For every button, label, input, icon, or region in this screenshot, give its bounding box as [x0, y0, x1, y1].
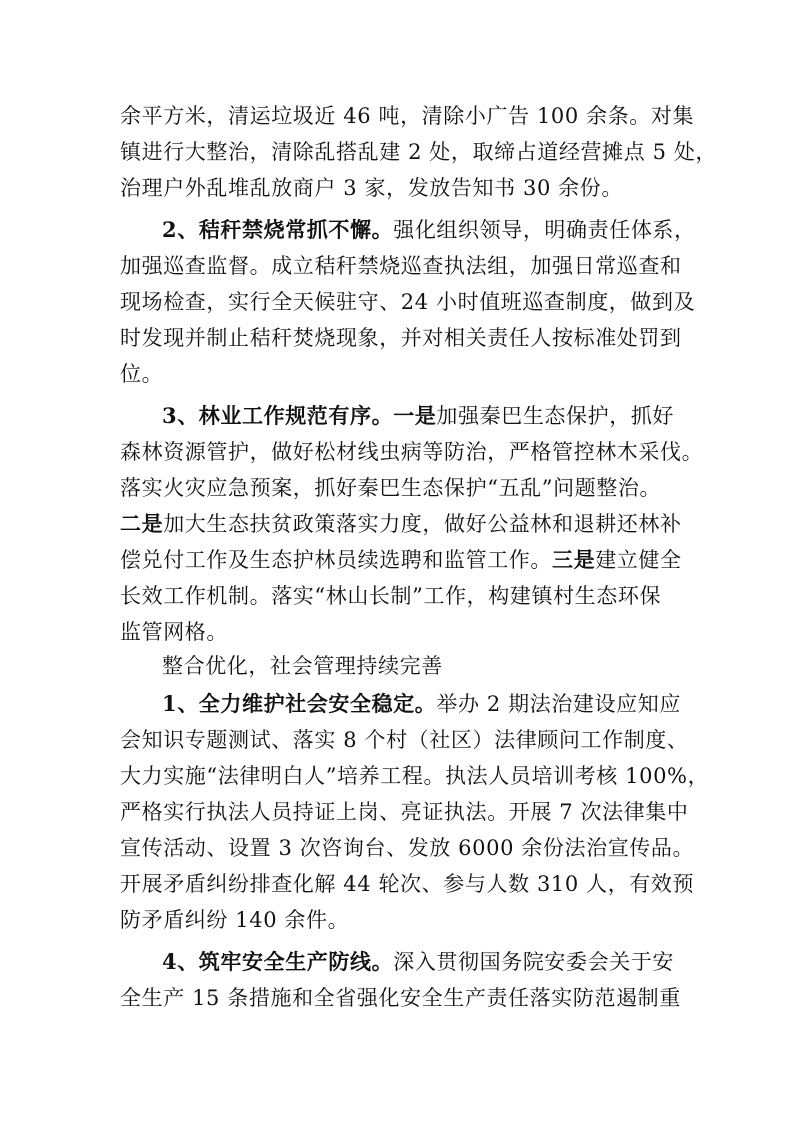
text-run: 监管网格。: [120, 620, 228, 644]
text-run: 加大生态扶贫政策落实力度，做好公益林和退耕还林补: [163, 512, 682, 536]
text-line: [120, 356, 680, 392]
text-line: [120, 542, 680, 578]
text-run: 防矛盾纠纷 140 余件。: [120, 908, 350, 932]
paragraph-heading-line: [162, 944, 680, 980]
text-line: [120, 578, 680, 614]
text-line: [120, 284, 696, 320]
paragraph-heading-line: [162, 686, 680, 722]
text-run: 强化组织领导，明确责任体系，: [393, 218, 696, 242]
text-line: [120, 722, 689, 758]
text-line: [120, 614, 680, 650]
text-run: 会知识专题测试、落实 8 个村（社区）法律顾问工作制度、: [120, 728, 689, 752]
paragraph-heading-line: [162, 212, 696, 248]
text-line: [120, 248, 680, 284]
text-run: 全生产 15 条措施和全省强化安全生产责任落实防范遏制重: [120, 986, 681, 1010]
text-line: [120, 830, 695, 866]
text-run: 长效工作机制。落实“林山长制”工作，构建镇村生态环保: [120, 584, 662, 608]
text-run: 治理户外乱堆乱放商户 3 家，发放告知书 30 余份。: [120, 176, 623, 200]
text-run: 余平方米，清运垃圾近 46 吨，清除小广告 100 余条。对集: [120, 104, 695, 128]
text-run: 现场检查，实行全天候驻守、24 小时值班巡查制度，做到及: [120, 290, 696, 314]
text-line: [120, 902, 680, 938]
text-run: 举办 2 期法治建设应知应: [436, 692, 681, 716]
text-run: 整合优化，社会管理持续完善: [162, 654, 443, 678]
section-heading: 3、林业工作规范有序。一是: [162, 403, 437, 428]
text-line: [120, 470, 680, 506]
text-run: 位。: [120, 362, 164, 386]
section-subtitle: [162, 648, 680, 684]
section-heading: 4、筑牢安全生产防线。: [162, 949, 394, 974]
emphasis-run: 二是: [120, 511, 164, 536]
text-run: 开展矛盾纠纷排查化解 44 轮次、参与人数 310 人，有效预: [120, 872, 695, 896]
section-heading: 1、全力维护社会安全稳定。: [162, 691, 437, 716]
paragraph-heading-line: [162, 398, 680, 434]
text-run: 落实火灾应急预案，抓好秦巴生态保护“五乱”问题整治。: [120, 476, 662, 500]
section-heading: 2、秸秆禁烧常抓不懈。: [162, 217, 394, 242]
text-run: 严格实行执法人员持证上岗、亮证执法。开展 7 次法律集中: [120, 800, 689, 824]
text-line: [120, 866, 695, 902]
text-run: 时发现并制止秸秆焚烧现象，并对相关责任人按标准处罚到: [120, 326, 682, 350]
text-run: 森林资源管护，做好松材线虫病等防治，严格管控林木采伐。: [120, 440, 704, 464]
text-run: 镇进行大整治，清除乱搭乱建 2 处，取缔占道经营摊点 5 处，: [120, 140, 718, 164]
text-line: [120, 506, 680, 542]
text-run: 宣传活动、设置 3 次咨询台、发放 6000 余份法治宣传品。: [120, 836, 695, 860]
text-line: [120, 758, 710, 794]
emphasis-run: 三是: [552, 547, 596, 572]
text-line: [120, 980, 680, 1016]
text-run: 加强巡查监督。成立秸秆禁烧巡查执法组，加强日常巡查和: [120, 254, 682, 278]
text-line: [120, 98, 695, 134]
text-run: 建立健全: [595, 548, 682, 572]
text-run: 大力实施“法律明白人”培养工程。执法人员培训考核 100%，: [120, 764, 710, 788]
text-line: [120, 134, 718, 170]
text-run: 深入贯彻国务院安委会关于安: [393, 950, 675, 974]
text-run: 偿兑付工作及生态护林员续选聘和监管工作。: [120, 548, 552, 572]
text-line: [120, 434, 704, 470]
text-line: [120, 170, 680, 206]
text-line: [120, 320, 680, 356]
text-line: [120, 794, 689, 830]
text-run: 加强秦巴生态保护，抓好: [436, 404, 675, 428]
